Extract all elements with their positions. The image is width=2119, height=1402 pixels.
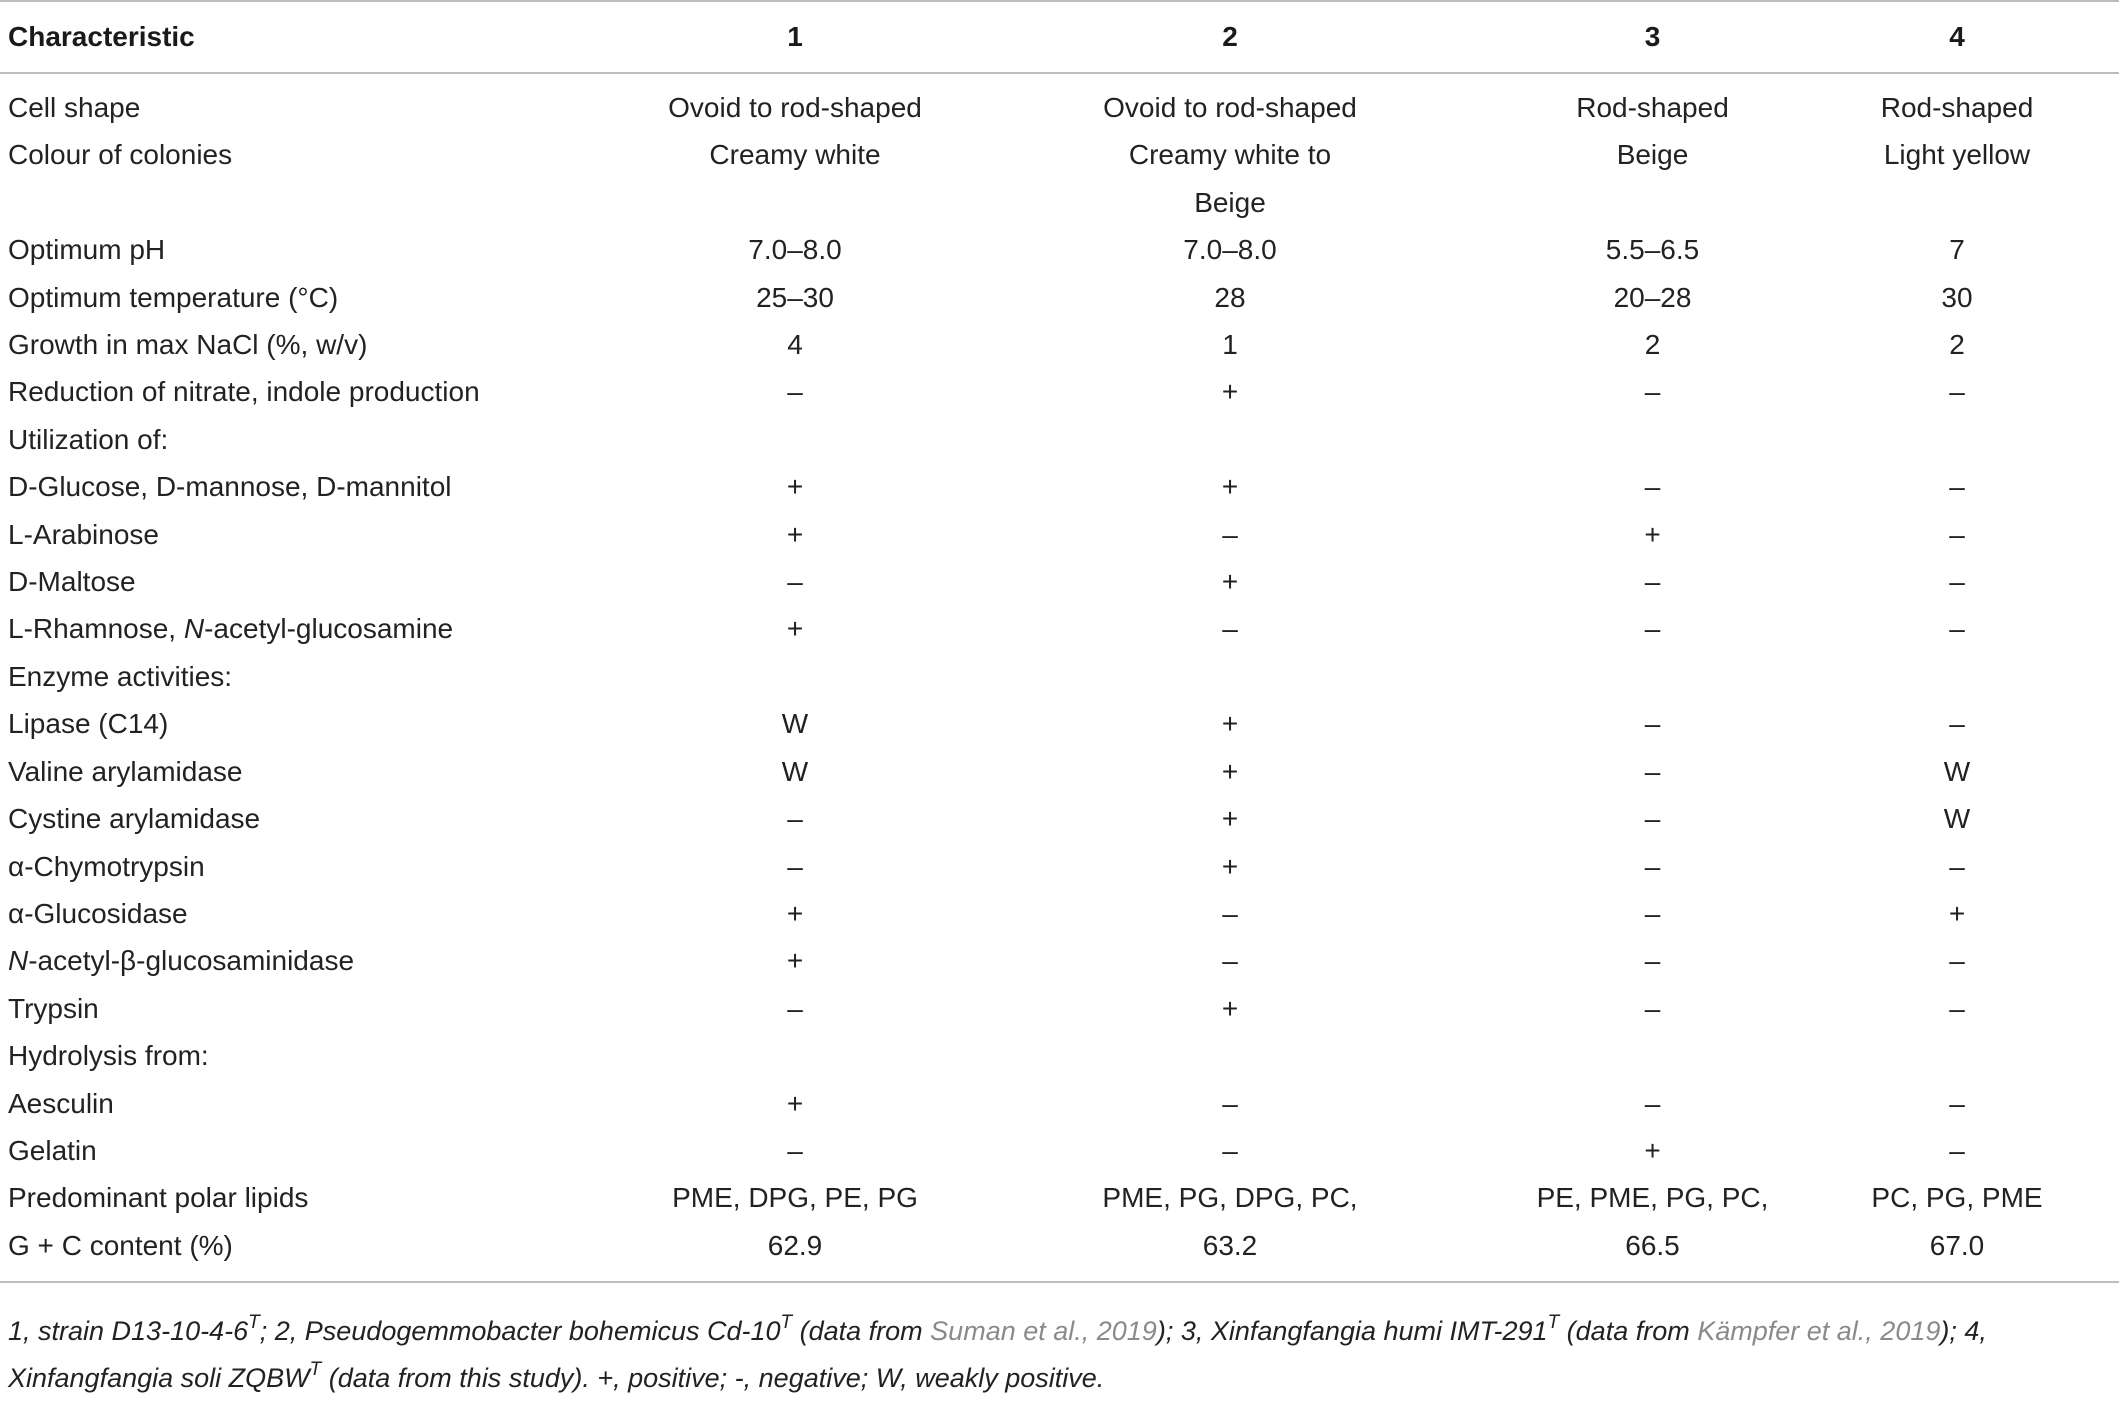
section-row [0,1032,2119,1079]
cell-strain-3: – [1644,850,1661,882]
cell-strain-1: PME, DPG, PE, PG [672,1182,918,1214]
cell-strain-2: + [1221,471,1239,503]
cell-strain-4: – [1949,945,1965,977]
cell-strain-1: 25–30 [756,281,834,313]
cell-strain-4: 30 [1941,281,1973,313]
section-label: Utilization of: [8,423,169,455]
cell-strain-3: 5.5–6.5 [1605,234,1700,266]
table-bottom-rule [0,1281,2119,1283]
cell-strain-4: – [1949,518,1965,550]
row-label [0,605,640,652]
cell-strain-2: PME, PG, DPG, PC, [1102,1182,1358,1214]
cell-strain-1: – [787,566,803,598]
row-label: G + C content (%) [8,1229,233,1261]
cell-strain-4: – [1949,850,1965,882]
cell-strain-3: 20–28 [1613,281,1692,313]
cell-strain-1: 7.0–8.0 [748,234,842,266]
row-label-italic: N [8,945,29,977]
cell-strain-2 [950,131,1510,226]
cell-strain-3: – [1644,566,1661,598]
row-label: Predominant polar lipids [8,1182,309,1214]
empty-cell [950,416,1510,463]
cell-strain-3: PE, PME, PG, PC, [1536,1182,1769,1214]
cell-strain-2: + [1221,992,1239,1024]
reference-link-suman[interactable]: Suman et al., 2019 [930,1316,1157,1346]
table-row [0,1127,2119,1174]
row-label-italic: N [183,613,205,645]
cell-strain-3: Beige [1616,139,1689,171]
cell-strain-4: – [1949,471,1965,503]
cell-strain-3: – [1644,471,1661,503]
row-label: Trypsin [8,992,99,1024]
cell-strain-1: + [786,518,804,550]
cell-strain-1: Ovoid to rod-shaped [668,92,922,123]
row-label: Lipase (C14) [8,708,169,740]
type-strain-superscript: T [780,1312,793,1333]
empty-cell [1795,416,2119,463]
row-label: D-Maltose [8,566,136,598]
table-row [0,1080,2119,1127]
row-label: Growth in max NaCl (%, w/v) [8,329,368,361]
cell-strain-1: – [787,376,803,408]
cell-strain-3: + [1644,1134,1661,1166]
row-label: Reduction of nitrate, indole production [8,376,480,408]
cell-strain-2: 1 [1222,329,1238,361]
section-row [0,416,2119,463]
table-row [0,937,2119,984]
table-row [0,321,2119,368]
row-label-text: -acetyl-β-glucosaminidase [28,945,355,977]
row-label [0,937,640,984]
footnote-text: (data from [1559,1316,1698,1346]
row-label-text: L-Rhamnose, [8,613,184,645]
cell-strain-3: – [1644,897,1661,929]
empty-cell [1510,1032,1795,1079]
cell-strain-4: – [1949,1134,1965,1166]
row-label: Valine arylamidase [8,755,243,787]
footnote-text: (data from this study). +, positive; -, negative; W, weakly positive. [321,1363,1105,1393]
cell-strain-1: + [786,945,804,977]
header-row [0,1,2119,73]
cell-strain-1: + [786,1087,804,1119]
cell-strain-1: + [786,471,804,503]
empty-cell [1795,1032,2119,1079]
empty-cell [1510,653,1795,700]
footnote-text: ; 2, Pseudogemmobacter bohemicus Cd-10 [259,1316,781,1346]
cell-strain-1: W [781,755,809,787]
cell-strain-4: + [1948,897,1966,929]
cell-strain-2: + [1221,708,1239,740]
header-strain-1: 1 [787,21,803,52]
type-strain-superscript: T [1547,1312,1560,1333]
cell-strain-3: – [1644,1087,1661,1119]
cell-strain-2: – [1222,1134,1238,1166]
cell-strain-3: – [1644,945,1661,977]
cell-strain-4: W [1943,755,1971,787]
table-row [0,1174,2119,1221]
cell-strain-1: Creamy white [709,139,881,171]
footnote-text: 1, strain D13-10-4-6 [8,1316,249,1346]
cell-strain-3: – [1644,803,1661,835]
row-label: Optimum temperature (°C) [8,281,339,313]
cell-strain-2: + [1221,803,1239,835]
cell-strain-3: – [1644,708,1661,740]
header-strain-4: 4 [1949,21,1965,52]
row-label: Colour of colonies [8,139,233,171]
table-row [0,511,2119,558]
table-row [0,274,2119,321]
cell-strain-2: 28 [1214,281,1246,313]
cell-strain-2: 7.0–8.0 [1183,234,1277,266]
empty-cell [950,1032,1510,1079]
table-row [0,890,2119,937]
cell-strain-3: – [1644,376,1661,408]
cell-strain-4: PC, PG, PME [1871,1182,2043,1214]
table-row [0,843,2119,890]
cell-line: Creamy white to [1128,139,1332,171]
cell-strain-4: – [1949,613,1965,645]
footnote-text: ); 4, [1940,1316,1987,1346]
cell-strain-2: + [1221,755,1239,787]
cell-strain-4: W [1943,803,1971,835]
cell-strain-3: Rod-shaped [1576,92,1729,123]
row-label: Cell shape [8,92,141,123]
cell-strain-4: Light yellow [1883,139,2031,171]
row-label: L-Arabinose [8,518,159,550]
cell-strain-4: 7 [1949,234,1965,266]
empty-cell [950,653,1510,700]
row-label: Optimum pH [8,234,166,266]
table-row [0,226,2119,273]
table-row [0,463,2119,510]
section-label: Enzyme activities: [8,660,233,692]
row-label: Aesculin [8,1087,114,1119]
cell-strain-2: Ovoid to rod-shaped [1103,92,1357,123]
cell-strain-2: + [1221,566,1239,598]
cell-strain-2: + [1221,376,1239,408]
cell-strain-1: – [787,1134,803,1166]
cell-strain-3: 2 [1644,329,1661,361]
table-row [0,1222,2119,1277]
cell-strain-3: – [1644,755,1661,787]
empty-cell [1510,416,1795,463]
row-label: Cystine arylamidase [8,803,261,835]
cell-strain-3: + [1644,518,1661,550]
cell-line: Beige [1194,186,1266,218]
table-row [0,131,2119,226]
table-row [0,795,2119,842]
cell-strain-4: 2 [1949,329,1965,361]
cell-strain-2: – [1222,518,1238,550]
row-label: α-Chymotrypsin [8,850,205,882]
cell-strain-1: 62.9 [767,1229,823,1261]
row-label-text: -acetyl-glucosamine [204,613,454,645]
cell-strain-4: – [1949,566,1965,598]
cell-strain-3: 66.5 [1625,1229,1680,1261]
cell-strain-1: 4 [787,329,803,361]
cell-strain-1: – [787,992,803,1024]
footnote-text: ); 3, Xinfangfangia humi IMT-291 [1156,1316,1548,1346]
cell-strain-1: W [781,708,809,740]
cell-strain-3: – [1644,613,1661,645]
table-row [0,985,2119,1032]
cell-strain-1: – [787,850,803,882]
cell-strain-1: + [786,613,804,645]
cell-strain-4: – [1949,992,1965,1024]
header-characteristic: Characteristic [8,21,195,52]
footnote-text: (data from [792,1316,931,1346]
cell-strain-1: – [787,803,803,835]
cell-strain-2: 63.2 [1202,1229,1258,1261]
cell-strain-4: – [1949,1087,1965,1119]
cell-strain-2: + [1221,850,1239,882]
table-row [0,700,2119,747]
cell-strain-3: – [1644,992,1661,1024]
header-strain-2: 2 [1222,21,1238,52]
cell-strain-4: – [1949,376,1965,408]
cell-strain-2: – [1222,1087,1238,1119]
section-row [0,653,2119,700]
header-strain-3: 3 [1644,21,1661,52]
table-row [0,558,2119,605]
type-strain-superscript: T [309,1359,322,1380]
table-footnote [8,1308,2108,1402]
cell-strain-2: – [1222,613,1238,645]
table-row [0,605,2119,652]
cell-strain-4: Rod-shaped [1880,92,2034,123]
cell-strain-2: – [1222,945,1238,977]
table-row [0,73,2119,131]
cell-strain-2: – [1222,897,1238,929]
reference-link-kampfer[interactable]: Kämpfer et al., 2019 [1697,1316,1941,1346]
cell-strain-4: – [1949,708,1965,740]
footnote-text: Xinfangfangia soli ZQBW [8,1363,310,1393]
table-row [0,368,2119,415]
empty-cell [1795,653,2119,700]
row-label: Gelatin [8,1134,97,1166]
empty-cell [640,1032,950,1079]
cell-strain-1: + [786,897,804,929]
empty-cell [640,653,950,700]
cell-strain-4: 67.0 [1929,1229,1985,1261]
type-strain-superscript: T [248,1312,260,1333]
row-label: α-Glucosidase [8,897,188,929]
section-label: Hydrolysis from: [8,1040,209,1072]
table-row [0,748,2119,795]
empty-cell [640,416,950,463]
row-label: D-Glucose, D-mannose, D-mannitol [8,471,452,503]
